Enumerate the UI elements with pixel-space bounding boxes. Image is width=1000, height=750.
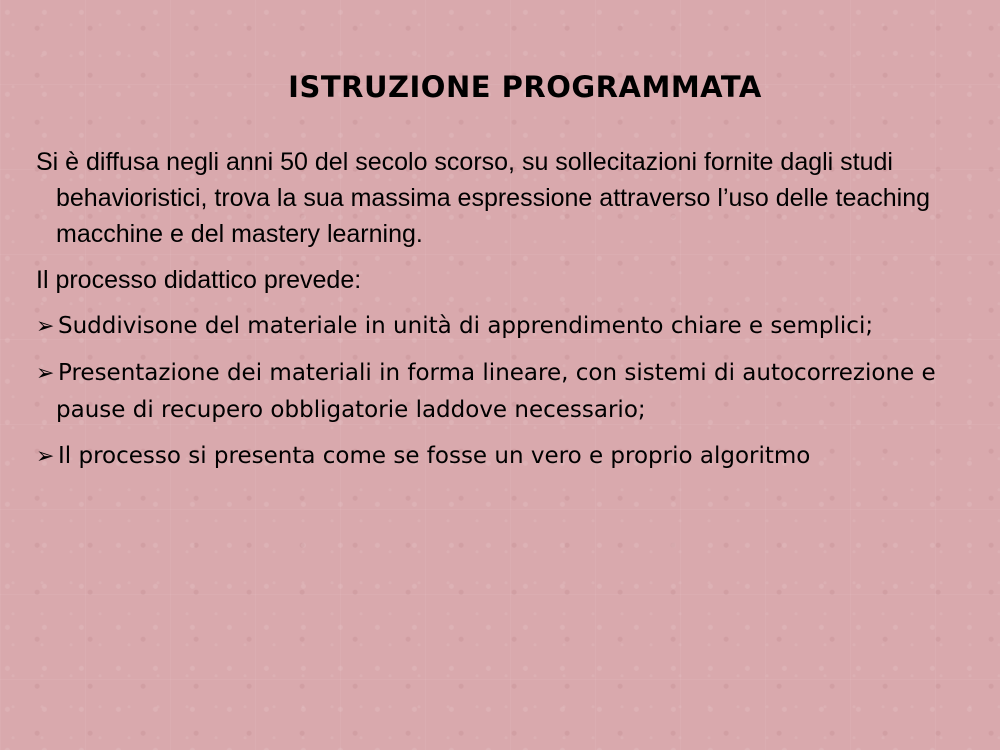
arrow-bullet-icon: ➢ <box>36 444 55 469</box>
bullet-item <box>36 355 976 428</box>
bullet-text: Presentazione dei materiali in forma lineare, con sistemi di autocorrezione e pause di recupero obbligatorie laddove necessario; <box>56 360 936 423</box>
arrow-bullet-icon: ➢ <box>36 361 55 386</box>
bullet-text: Il processo si presenta come se fosse un vero e proprio algoritmo <box>58 443 811 469</box>
intro-paragraph: Si è diffusa negli anni 50 del secolo scorso, su sollecitazioni fornite dagli studi behavioristici, trova la sua massima espressione attraverso l’uso delle teaching macchine e del mastery learning. <box>36 148 931 248</box>
bullet-item <box>36 438 976 475</box>
bullet-item <box>36 308 976 345</box>
arrow-bullet-icon: ➢ <box>36 314 55 339</box>
slide-title: ISTRUZIONE PROGRAMMATA <box>288 70 762 104</box>
bullet-text: Suddivisone del materiale in unità di apprendimento chiare e semplici; <box>58 313 874 339</box>
slide-body <box>36 144 976 485</box>
process-intro: Il processo didattico prevede: <box>36 266 362 294</box>
